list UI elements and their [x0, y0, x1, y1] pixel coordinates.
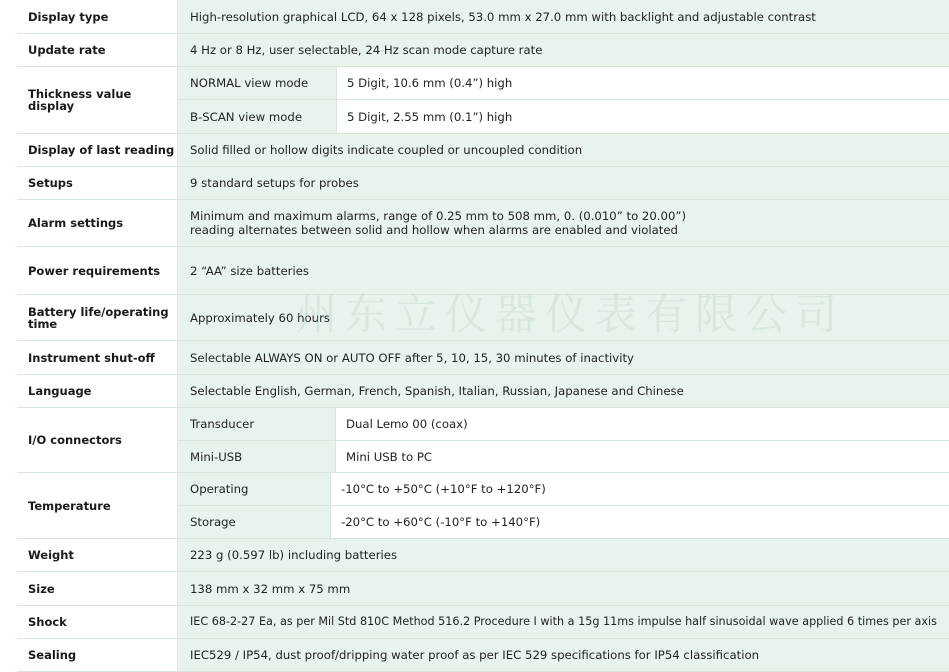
table-row [17, 295, 949, 341]
sub-row [178, 99, 949, 133]
row-label: Thickness value display [17, 67, 177, 133]
row-value: 138 mm x 32 mm x 75 mm [177, 572, 949, 605]
sub-group [177, 408, 949, 472]
sub-group [177, 473, 949, 538]
sub-row-label: B-SCAN view mode [178, 100, 336, 133]
row-value: 9 standard setups for probes [177, 167, 949, 199]
row-value: IEC 68-2-27 Ea, as per Mil Std 810C Method 516.2 Procedure I with a 15g 11ms impulse half sinusoidal wave applied 6 times per axis [177, 606, 949, 638]
table-row [17, 639, 949, 672]
sub-row-value: Dual Lemo 00 (coax) [335, 408, 949, 440]
table-row [17, 34, 949, 67]
table-row [17, 0, 949, 34]
row-label: Display type [17, 0, 177, 33]
row-value: High-resolution graphical LCD, 64 x 128 pixels, 53.0 mm x 27.0 mm with backlight and adjustable contrast [177, 0, 949, 33]
table-row [17, 247, 949, 295]
row-label: Language [17, 375, 177, 407]
table-row [17, 167, 949, 200]
sub-row-label: Mini-USB [178, 441, 335, 472]
sub-row-value: 5 Digit, 10.6 mm (0.4”) high [336, 67, 949, 99]
sub-row-label: Storage [178, 506, 330, 538]
row-label: Shock [17, 606, 177, 638]
row-label: Display of last reading [17, 134, 177, 166]
table-row [17, 67, 949, 134]
row-value: 2 “AA” size batteries [177, 247, 949, 294]
sub-row-label: Operating [178, 473, 330, 505]
table-row [17, 134, 949, 167]
row-label: Weight [17, 539, 177, 571]
row-label: Instrument shut-off [17, 341, 177, 374]
sub-group [177, 67, 949, 133]
row-label: Battery life/operating time [17, 295, 177, 340]
sub-row-value: -10°C to +50°C (+10°F to +120°F) [330, 473, 949, 505]
row-value-line: reading alternates between solid and hollow when alarms are enabled and violated [190, 223, 678, 237]
sub-row [178, 473, 949, 505]
table-row [17, 341, 949, 375]
sub-row [178, 67, 949, 99]
row-value: 223 g (0.597 lb) including batteries [177, 539, 949, 571]
table-row [17, 200, 949, 247]
table-row [17, 473, 949, 539]
row-label: Update rate [17, 34, 177, 66]
row-label: Temperature [17, 473, 177, 538]
row-value: 4 Hz or 8 Hz, user selectable, 24 Hz scan mode capture rate [177, 34, 949, 66]
row-value-line: Minimum and maximum alarms, range of 0.25 mm to 508 mm, 0. (0.010” to 20.00”) [190, 209, 687, 223]
row-label: Power requirements [17, 247, 177, 294]
table-row [17, 572, 949, 606]
row-value: IEC529 / IP54, dust proof/dripping water proof as per IEC 529 specifications for IP54 classification [177, 639, 949, 671]
watermark: 州东立仪器仪表有限公司 [294, 290, 846, 339]
row-value: Selectable English, German, French, Spanish, Italian, Russian, Japanese and Chinese [177, 375, 949, 407]
sub-row-value: 5 Digit, 2.55 mm (0.1”) high [336, 100, 949, 133]
row-label: Setups [17, 167, 177, 199]
row-value: Selectable ALWAYS ON or AUTO OFF after 5, 10, 15, 30 minutes of inactivity [177, 341, 949, 374]
row-label: Alarm settings [17, 200, 177, 246]
row-value: Solid filled or hollow digits indicate coupled or uncoupled condition [177, 134, 949, 166]
row-label: Size [17, 572, 177, 605]
row-value [177, 200, 949, 246]
sub-row-label: NORMAL view mode [178, 67, 336, 99]
sub-row [178, 440, 949, 472]
sub-row-value: Mini USB to PC [335, 441, 949, 472]
sub-row [178, 505, 949, 538]
table-row [17, 606, 949, 639]
row-value: Approximately 60 hours [177, 295, 949, 340]
table-row [17, 539, 949, 572]
spec-table [17, 0, 949, 672]
table-row [17, 375, 949, 408]
table-row [17, 408, 949, 473]
row-label: Sealing [17, 639, 177, 671]
sub-row-value: -20°C to +60°C (-10°F to +140°F) [330, 506, 949, 538]
row-label: I/O connectors [17, 408, 177, 472]
sub-row-label: Transducer [178, 408, 335, 440]
sub-row [178, 408, 949, 440]
